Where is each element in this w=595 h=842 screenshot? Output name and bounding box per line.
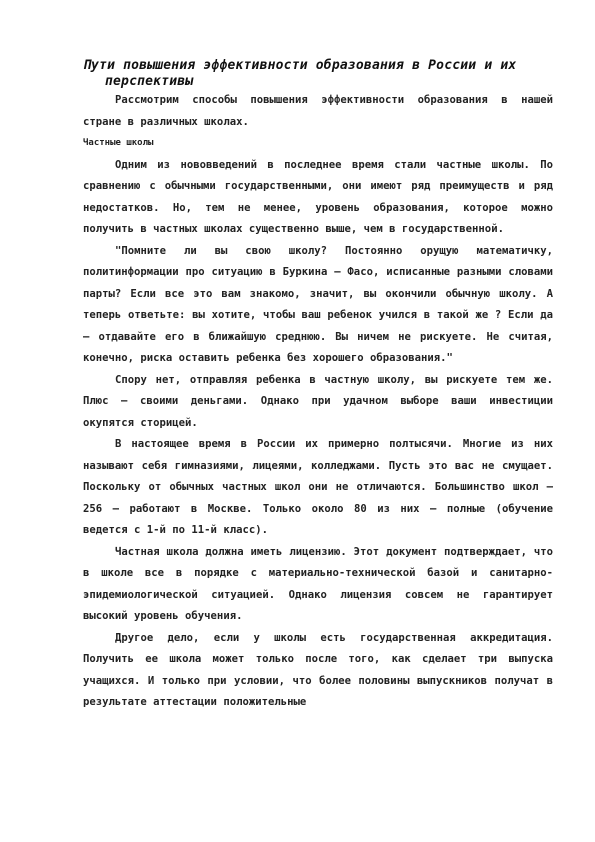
paragraph-accreditation: Другое дело, если у школы есть государственная аккредитация. Получить ее школа может только после того, как сделает три выпуска учащихся. И только при условии, что более половины выпускников получат в результате аттестации положительные [83, 631, 553, 708]
intro-paragraph: Рассмотрим способы повышения эффективности образования в нашей стране в различных школах. [83, 94, 553, 128]
document-body [83, 90, 553, 714]
document-title-line2: перспективы [105, 74, 194, 89]
paragraph-risk: Спору нет, отправляя ребенка в частную школу, вы рискуете тем же. Плюс – своими деньгами. Однако при удачном выборе ваши инвестиции окупятся сторицей. [83, 373, 553, 429]
paragraph-quote: "Помните ли вы свою школу? Постоянно орущую математичку, политинформации про ситуацию в Буркина – Фасо, исписанные разными словами парты? Если все это вам знакомо, значит, вы окончили обычную школу. А теперь ответьте: вы хотите, чтобы ваш ребенок учился в такой же ? Если да – отдавайте его в ближайшую среднюю. Вы ничем не рискуете. Не считая, конечно, риска оставить ребенка без хорошего образования." [83, 244, 553, 364]
paragraph-license: Частная школа должна иметь лицензию. Этот документ подтверждает, что в школе все в порядке с материально-технической базой и санитарно-эпидемиологической ситуацией. Однако лицензия совсем не гарантирует высокий уровень обучения. [83, 545, 553, 622]
paragraph-innovations: Одним из нововведений в последнее время стали частные школы. По сравнению с обычными государственными, они имеют ряд преимуществ и ряд недостатков. Но, тем не менее, уровень образования, которое можно получить в частных школах существенно выше, чем в государственной. [83, 158, 553, 235]
paragraph-statistics: В настоящее время в России их примерно полтысячи. Многие из них называют себя гимназиями, лицеями, колледжами. Пусть это вас не смущает. Поскольку от обычных частных школ они не отличаются. Большинство школ – 256 – работают в Москве. Только около 80 из них – полные (обучение ведется с 1-й по 11-й класс). [83, 438, 553, 536]
section-heading-private-schools: Частные школы [83, 138, 154, 148]
document-title [83, 58, 553, 90]
document-title-line1: Пути повышения эффективности образования в России и их [83, 58, 517, 73]
